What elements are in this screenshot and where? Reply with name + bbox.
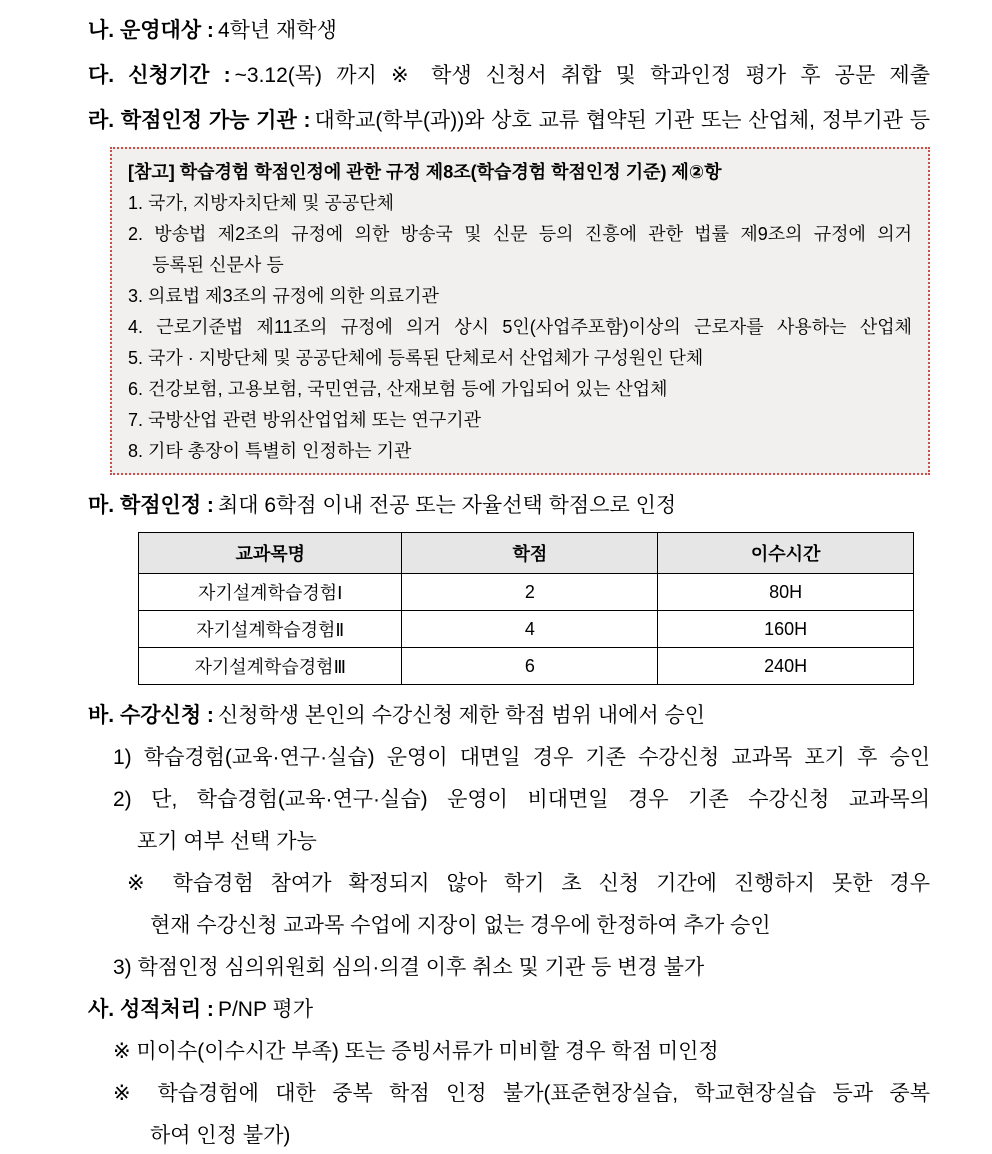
reference-box-item: 8. 기타 총장이 특별히 인정하는 기관 <box>128 441 412 461</box>
section-text: P/NP 평가 <box>217 998 313 1021</box>
section-label: 나. 운영대상 : <box>88 19 214 42</box>
section-text: 신청학생 본인의 수강신청 제한 학점 범위 내에서 승인 <box>217 704 706 727</box>
section-text: ~3.12(목) 까지 ※ 학생 신청서 취합 및 학과인정 평가 후 공문 제출 <box>234 64 930 87</box>
list-item-3: 3) 학점인정 심의위원회 심의·의결 이후 취소 및 기관 등 변경 불가 <box>113 956 705 979</box>
reference-box-title: [참고] 학습경험 학점인정에 관한 규정 제8조(학습경험 학점인정 기준) 제②항 <box>128 162 722 182</box>
reference-box-item: 6. 건강보험, 고용보험, 국민연금, 산재보험 등에 가입되어 있는 산업체 <box>128 379 668 399</box>
table-header-cell: 학점 <box>402 533 658 574</box>
table-cell: 자기설계학습경험Ⅰ <box>139 574 402 611</box>
table-header-cell: 교과목명 <box>139 533 402 574</box>
note-line-continuation: 하여 인정 불가) <box>150 1124 291 1147</box>
reference-box-item-continuation: 등록된 신문사 등 <box>152 255 284 275</box>
table-cell: 160H <box>658 611 914 648</box>
section-heading-ma <box>88 483 930 528</box>
reference-box-item: 5. 국가 · 지방단체 및 공공단체에 등록된 단체로서 산업체가 구성원인 단체 <box>128 348 704 368</box>
table-row <box>139 648 914 685</box>
reference-box-item: 7. 국방산업 관련 방위산업업체 또는 연구기관 <box>128 410 481 430</box>
reference-box <box>110 147 930 475</box>
section-label: 마. 학점인정 : <box>88 494 214 517</box>
table-row <box>139 611 914 648</box>
section-text: 최대 6학점 이내 전공 또는 자율선택 학점으로 인정 <box>217 494 677 517</box>
section-label: 라. 학점인정 가능 기관 : <box>88 109 311 132</box>
note-line: ※ 학습경험에 대한 중복 학점 인정 불가(표준현장실습, 학교현장실습 등과 중복 <box>113 1082 930 1105</box>
reference-box-item: 1. 국가, 지방자치단체 및 공공단체 <box>128 193 395 213</box>
list-item-2-continuation: 포기 여부 선택 가능 <box>137 830 317 853</box>
note-line: ※ 미이수(이수시간 부족) 또는 증빙서류가 미비할 경우 학점 미인정 <box>113 1040 719 1063</box>
section-heading-da <box>88 53 930 98</box>
table-cell: 80H <box>658 574 914 611</box>
section-label: 다. 신청기간 : <box>88 64 231 87</box>
table-cell: 2 <box>402 574 658 611</box>
table-cell: 240H <box>658 648 914 685</box>
section-text: 4학년 재학생 <box>217 19 337 42</box>
section-sa-block <box>88 989 930 1154</box>
reference-box-item: 2. 방송법 제2조의 규정에 의한 방송국 및 신문 등의 진흥에 관한 법률 제9조의 규정에 의거 <box>128 224 912 244</box>
section-heading-ra <box>88 98 930 143</box>
section-heading-ba <box>88 695 930 737</box>
section-label: 사. 성적처리 : <box>88 998 214 1021</box>
list-item-2: 2) 단, 학습경험(교육·연구·실습) 운영이 비대면일 경우 기존 수강신청 교과목의 <box>113 788 930 811</box>
section-label: 바. 수강신청 : <box>88 704 214 727</box>
reference-box-item: 3. 의료법 제3조의 규정에 의한 의료기관 <box>128 286 439 306</box>
table-header-row <box>139 533 914 574</box>
table-row <box>139 574 914 611</box>
table-cell: 자기설계학습경험Ⅱ <box>139 611 402 648</box>
note-line-continuation: 현재 수강신청 교과목 수업에 지장이 없는 경우에 한정하여 추가 승인 <box>150 914 771 937</box>
table-cell: 4 <box>402 611 658 648</box>
section-heading-na <box>88 8 930 53</box>
section-ba-block <box>88 695 930 989</box>
note-line: ※ 학습경험 참여가 확정되지 않아 학기 초 신청 기간에 진행하지 못한 경우 <box>127 872 930 895</box>
section-text: 대학교(학부(과))와 상호 교류 협약된 기관 또는 산업체, 정부기관 등 <box>314 109 930 132</box>
table-cell: 6 <box>402 648 658 685</box>
reference-box-item: 4. 근로기준법 제11조의 규정에 의거 상시 5인(사업주포함)이상의 근로자를 사용하는 산업체 <box>128 317 912 337</box>
section-heading-sa <box>88 989 930 1031</box>
credit-table <box>138 532 914 685</box>
table-header-cell: 이수시간 <box>658 533 914 574</box>
list-item-1: 1) 학습경험(교육·연구·실습) 운영이 대면일 경우 기존 수강신청 교과목 포기 후 승인 <box>113 746 930 769</box>
table-cell: 자기설계학습경험Ⅲ <box>139 648 402 685</box>
